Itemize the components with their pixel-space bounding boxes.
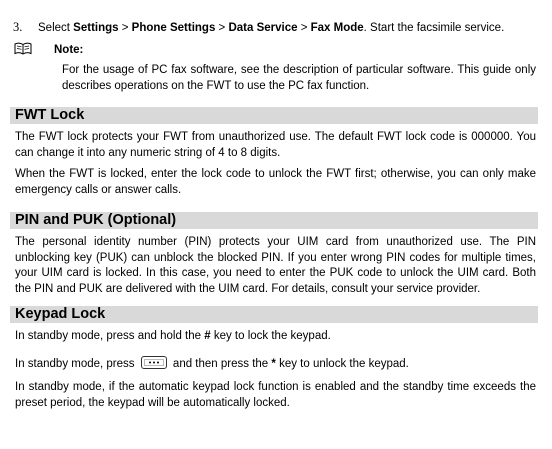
- section-heading-fwt-lock: FWT Lock: [10, 107, 538, 124]
- step-3: 3. Select Settings > Phone Settings > Data Service > Fax Mode. Start the facsimile service.: [13, 20, 505, 34]
- star-key: *: [271, 358, 276, 370]
- fwt-lock-paragraph-2: When the FWT is locked, enter the lock code to unlock the FWT first; otherwise, you can only make emergency calls or answer calls.: [15, 168, 536, 196]
- menu-path-phone-settings: Phone Settings: [131, 22, 216, 34]
- keypad-lock-paragraph-1: In standby mode, press and hold the # key to lock the keypad.: [15, 330, 331, 342]
- section-heading-pin-puk: PIN and PUK (Optional): [10, 212, 538, 229]
- menu-path-data-service: Data Service: [228, 22, 298, 34]
- fwt-lock-paragraph-1: The FWT lock protects your FWT from unauthorized use. The default FWT lock code is 000000. You can change it into any numeric string of 4 to 8 digits.: [15, 131, 536, 159]
- note-label: Note:: [54, 44, 84, 56]
- open-book-icon: [14, 42, 34, 58]
- hash-key: #: [204, 330, 211, 342]
- section-heading-keypad-lock: Keypad Lock: [10, 306, 538, 323]
- keypad-lock-paragraph-3: In standby mode, if the automatic keypad lock function is enabled and the standby time exceeds the preset period, the keypad will be automatically locked.: [15, 381, 536, 409]
- step-number: 3.: [13, 20, 23, 34]
- note-text: For the usage of PC fax software, see the description of particular software. This guide only describes operations on the FWT to use the PC fax function.: [62, 64, 536, 92]
- menu-path-fax-mode: Fax Mode: [310, 22, 364, 34]
- menu-key-icon: [141, 356, 167, 369]
- menu-path-settings: Settings: [73, 22, 119, 34]
- keypad-lock-paragraph-2: In standby mode, press and then press the * key to unlock the keypad.: [15, 358, 409, 370]
- pin-puk-paragraph: The personal identity number (PIN) protects your UIM card from unauthorized use. The PIN unblocking key (PUK) can unblock the blocked PIN. If you enter wrong PIN codes for multiple times, your UIM card is locked. In this case, you need to enter the PUK code to unlock the UIM card. Both the PIN and PUK are delivered with the UIM card. For details, consult your service provider.: [15, 236, 536, 295]
- note-header: [14, 42, 83, 58]
